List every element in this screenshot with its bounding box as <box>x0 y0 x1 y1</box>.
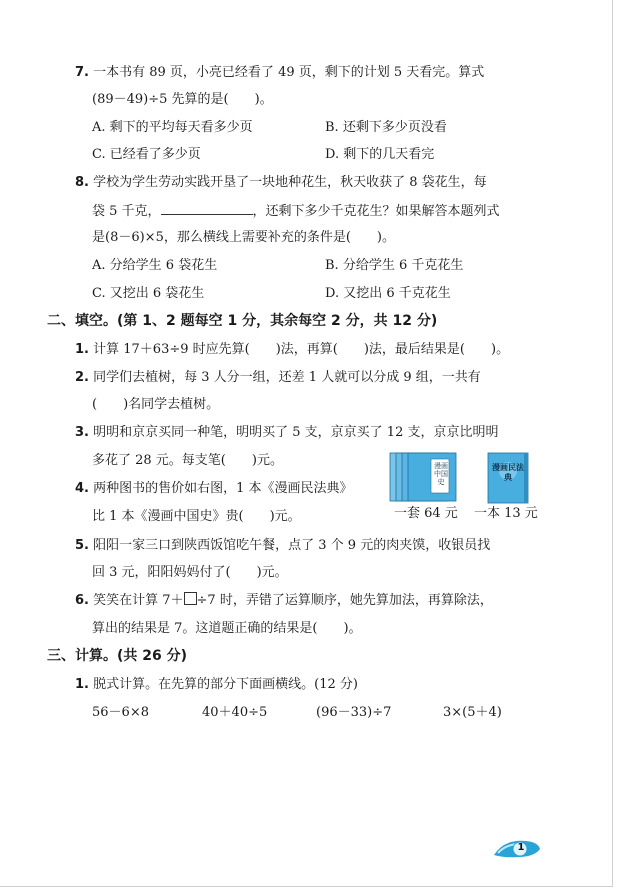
s2-q5-line1 <box>75 537 490 554</box>
s2-q4-text-1: 两种图书的售价如右图，1 本《漫画民法典》 <box>93 481 353 496</box>
s2-q6-text-1a: 笑笑在计算 7＋ <box>93 593 184 608</box>
q8-text-1: 学校为学生劳动实践开垦了一块地种花生，秋天收获了 8 袋花生，每 <box>93 175 487 190</box>
page-number: 1 <box>517 842 525 853</box>
q7-option-b: B. 还剩下多少页没看 <box>325 120 447 135</box>
s2-q5-text-1: 阳阳一家三口到陕西饭馆吃午餐，点了 3 个 9 元的肉夹馍，收银员找 <box>93 538 491 553</box>
q7-option-a: A. 剩下的平均每天看多少页 <box>92 120 253 135</box>
q7-line2: (89－49)÷5 先算的是( )。 <box>92 92 273 107</box>
s2-q1-number: 1. <box>75 342 89 357</box>
s2-q6-number: 6. <box>75 593 89 608</box>
section3-title: 三、计算。(共 26 分) <box>47 648 188 664</box>
s2-q2-line2: ( )名同学去植树。 <box>92 397 220 412</box>
s2-q2-number: 2. <box>75 370 89 385</box>
s2-q4-line2: 比 1 本《漫画中国史》贵( )元。 <box>92 509 301 524</box>
q8-option-b: B. 分给学生 6 千克花生 <box>325 258 464 273</box>
q8-text-2b: ，还剩下多少千克花生？如果解答本题列式 <box>252 204 500 219</box>
q7-number: 7. <box>75 65 89 80</box>
q8-line1 <box>75 174 487 191</box>
s2-q1 <box>75 341 509 358</box>
s2-q4-line1 <box>75 480 353 497</box>
s2-q6-unknown-box[interactable] <box>184 592 197 605</box>
s2-q4-number: 4. <box>75 481 89 496</box>
q8-line3: 是(8－6)×5，那么横线上需要补充的条件是( )。 <box>92 230 395 245</box>
expression-4: 3×(5＋4) <box>443 705 502 720</box>
s2-q3-text-1: 明明和京京买同一种笔，明明买了 5 支，京京买了 12 支，京京比明明 <box>93 425 499 440</box>
q8-line2 <box>92 202 500 220</box>
s2-q6-text-1b: ÷7 时，弄错了运算顺序，她先算加法，再算除法， <box>196 593 493 608</box>
q8-option-d: D. 又挖出 6 千克花生 <box>325 286 451 301</box>
s2-q6-line2: 算出的结果是 7。这道题正确的结果是( )。 <box>92 621 362 636</box>
s2-q1-text: 计算 17＋63÷9 时应先算( )法，再算( )法，最后结果是( )。 <box>93 342 510 357</box>
book-single-price: 一本 13 元 <box>474 506 538 521</box>
q7-text-1: 一本书有 89 页，小亮已经看了 49 页，剩下的计划 5 天看完。算式 <box>93 65 485 80</box>
expression-3: (96－33)÷7 <box>316 705 392 720</box>
s2-q3-line2: 多花了 28 元。每支笔( )元。 <box>92 453 283 468</box>
s2-q3-line1 <box>75 424 498 441</box>
expression-1: 56－6×8 <box>92 705 149 720</box>
s2-q5-line2: 回 3 元，阳阳妈妈付了( )元。 <box>92 565 288 580</box>
q7-option-c: C. 已经看了多少页 <box>92 147 201 162</box>
s2-q3-number: 3. <box>75 425 89 440</box>
s3-q1-number: 1. <box>75 677 89 692</box>
q8-answer-blank[interactable] <box>161 202 253 215</box>
q8-number: 8. <box>75 175 89 190</box>
s3-q1 <box>75 676 358 693</box>
q7-option-d: D. 剩下的几天看完 <box>325 147 435 162</box>
book-single-title: 漫画民法典 <box>492 463 524 482</box>
s2-q6-line1 <box>75 592 493 609</box>
q8-option-a: A. 分给学生 6 袋花生 <box>92 258 218 273</box>
book-set-title: 漫画中国史 <box>434 462 448 486</box>
s2-q2-text-1: 同学们去植树，每 3 人分一组，还差 1 人就可以分成 9 组，一共有 <box>93 370 481 385</box>
expression-2: 40＋40÷5 <box>202 705 268 720</box>
q8-option-c: C. 又挖出 6 袋花生 <box>92 286 205 301</box>
q8-text-2a: 袋 5 千克， <box>92 204 161 219</box>
s2-q5-number: 5. <box>75 538 89 553</box>
s2-q2-line1 <box>75 369 481 386</box>
q7-line1 <box>75 64 484 81</box>
section2-title: 二、填空。(第 1、2 题每空 1 分，其余每空 2 分，共 12 分) <box>47 313 438 329</box>
book-set-price: 一套 64 元 <box>394 506 458 521</box>
s3-q1-text: 脱式计算。在先算的部分下面画横线。(12 分) <box>93 677 358 692</box>
